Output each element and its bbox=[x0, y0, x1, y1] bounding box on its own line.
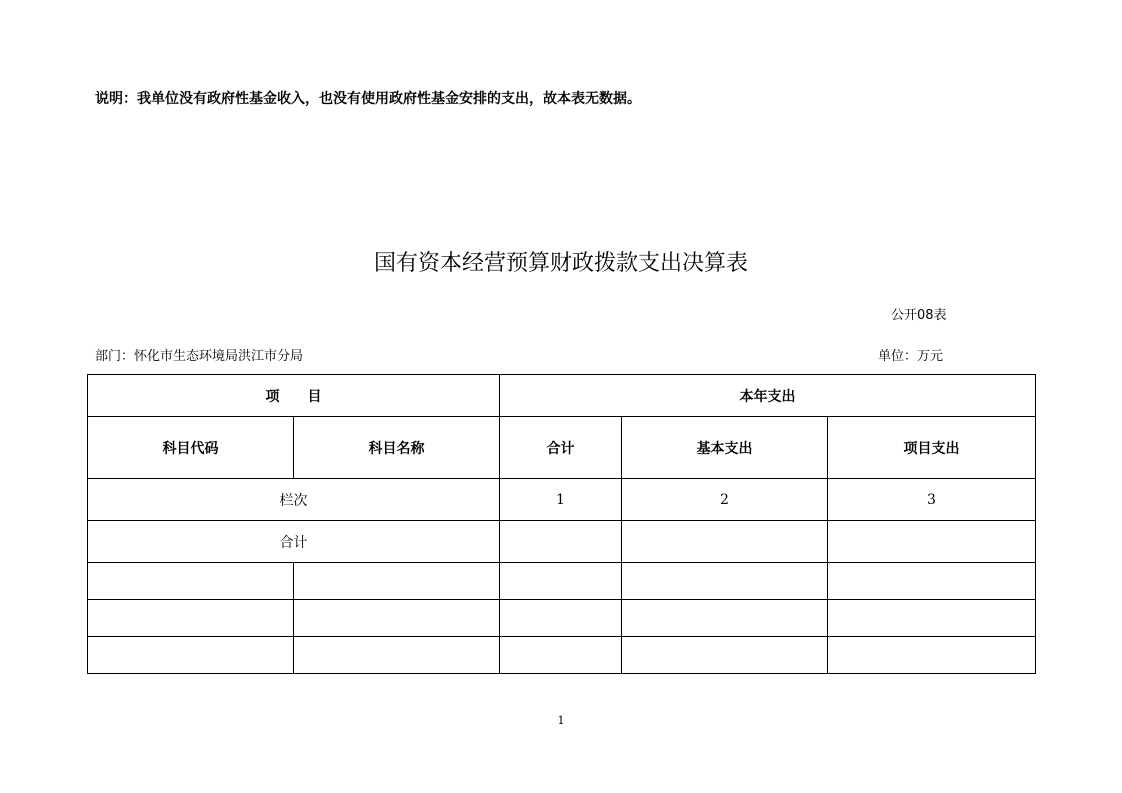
table-cell bbox=[500, 637, 622, 674]
total-basic-cell bbox=[622, 521, 828, 563]
column-project-expenditure: 项目支出 bbox=[828, 417, 1036, 479]
table-cell bbox=[828, 600, 1036, 637]
column-subject-name: 科目名称 bbox=[294, 417, 500, 479]
header-row-2 bbox=[88, 417, 1036, 479]
table-cell bbox=[622, 600, 828, 637]
table-cell bbox=[500, 600, 622, 637]
table-cell bbox=[622, 563, 828, 600]
department-label: 部门：怀化市生态环境局洪江市分局 bbox=[95, 349, 304, 364]
header-row-1 bbox=[88, 375, 1036, 417]
row-index-1: 1 bbox=[500, 479, 622, 521]
column-subject-code: 科目代码 bbox=[88, 417, 294, 479]
row-index-2: 2 bbox=[622, 479, 828, 521]
table-row bbox=[88, 600, 1036, 637]
row-index-3: 3 bbox=[828, 479, 1036, 521]
table-cell bbox=[828, 637, 1036, 674]
total-amount-cell bbox=[500, 521, 622, 563]
table-cell bbox=[294, 600, 500, 637]
column-basic-expenditure: 基本支出 bbox=[622, 417, 828, 479]
budget-expenditure-table bbox=[87, 374, 1036, 674]
explanation-note: 说明：我单位没有政府性基金收入，也没有使用政府性基金安排的支出，故本表无数据。 bbox=[95, 91, 641, 107]
table-cell bbox=[500, 563, 622, 600]
header-current-year-expenditure: 本年支出 bbox=[500, 375, 1036, 417]
row-total-label: 合计 bbox=[88, 521, 500, 563]
column-total: 合计 bbox=[500, 417, 622, 479]
table-cell bbox=[88, 637, 294, 674]
table-cell bbox=[88, 563, 294, 600]
table-cell bbox=[88, 600, 294, 637]
row-index-label: 栏次 bbox=[88, 479, 500, 521]
table-cell bbox=[294, 637, 500, 674]
row-total bbox=[88, 521, 1036, 563]
table-cell bbox=[294, 563, 500, 600]
form-number: 公开08表 bbox=[891, 308, 947, 323]
total-project-cell bbox=[828, 521, 1036, 563]
table-row bbox=[88, 637, 1036, 674]
table-cell bbox=[828, 563, 1036, 600]
header-item: 项 目 bbox=[88, 375, 500, 417]
unit-label: 单位：万元 bbox=[878, 349, 944, 364]
page-title: 国有资本经营预算财政拨款支出决算表 bbox=[373, 251, 748, 276]
row-index bbox=[88, 479, 1036, 521]
table-cell bbox=[622, 637, 828, 674]
page-number: 1 bbox=[557, 714, 565, 727]
table-row bbox=[88, 563, 1036, 600]
